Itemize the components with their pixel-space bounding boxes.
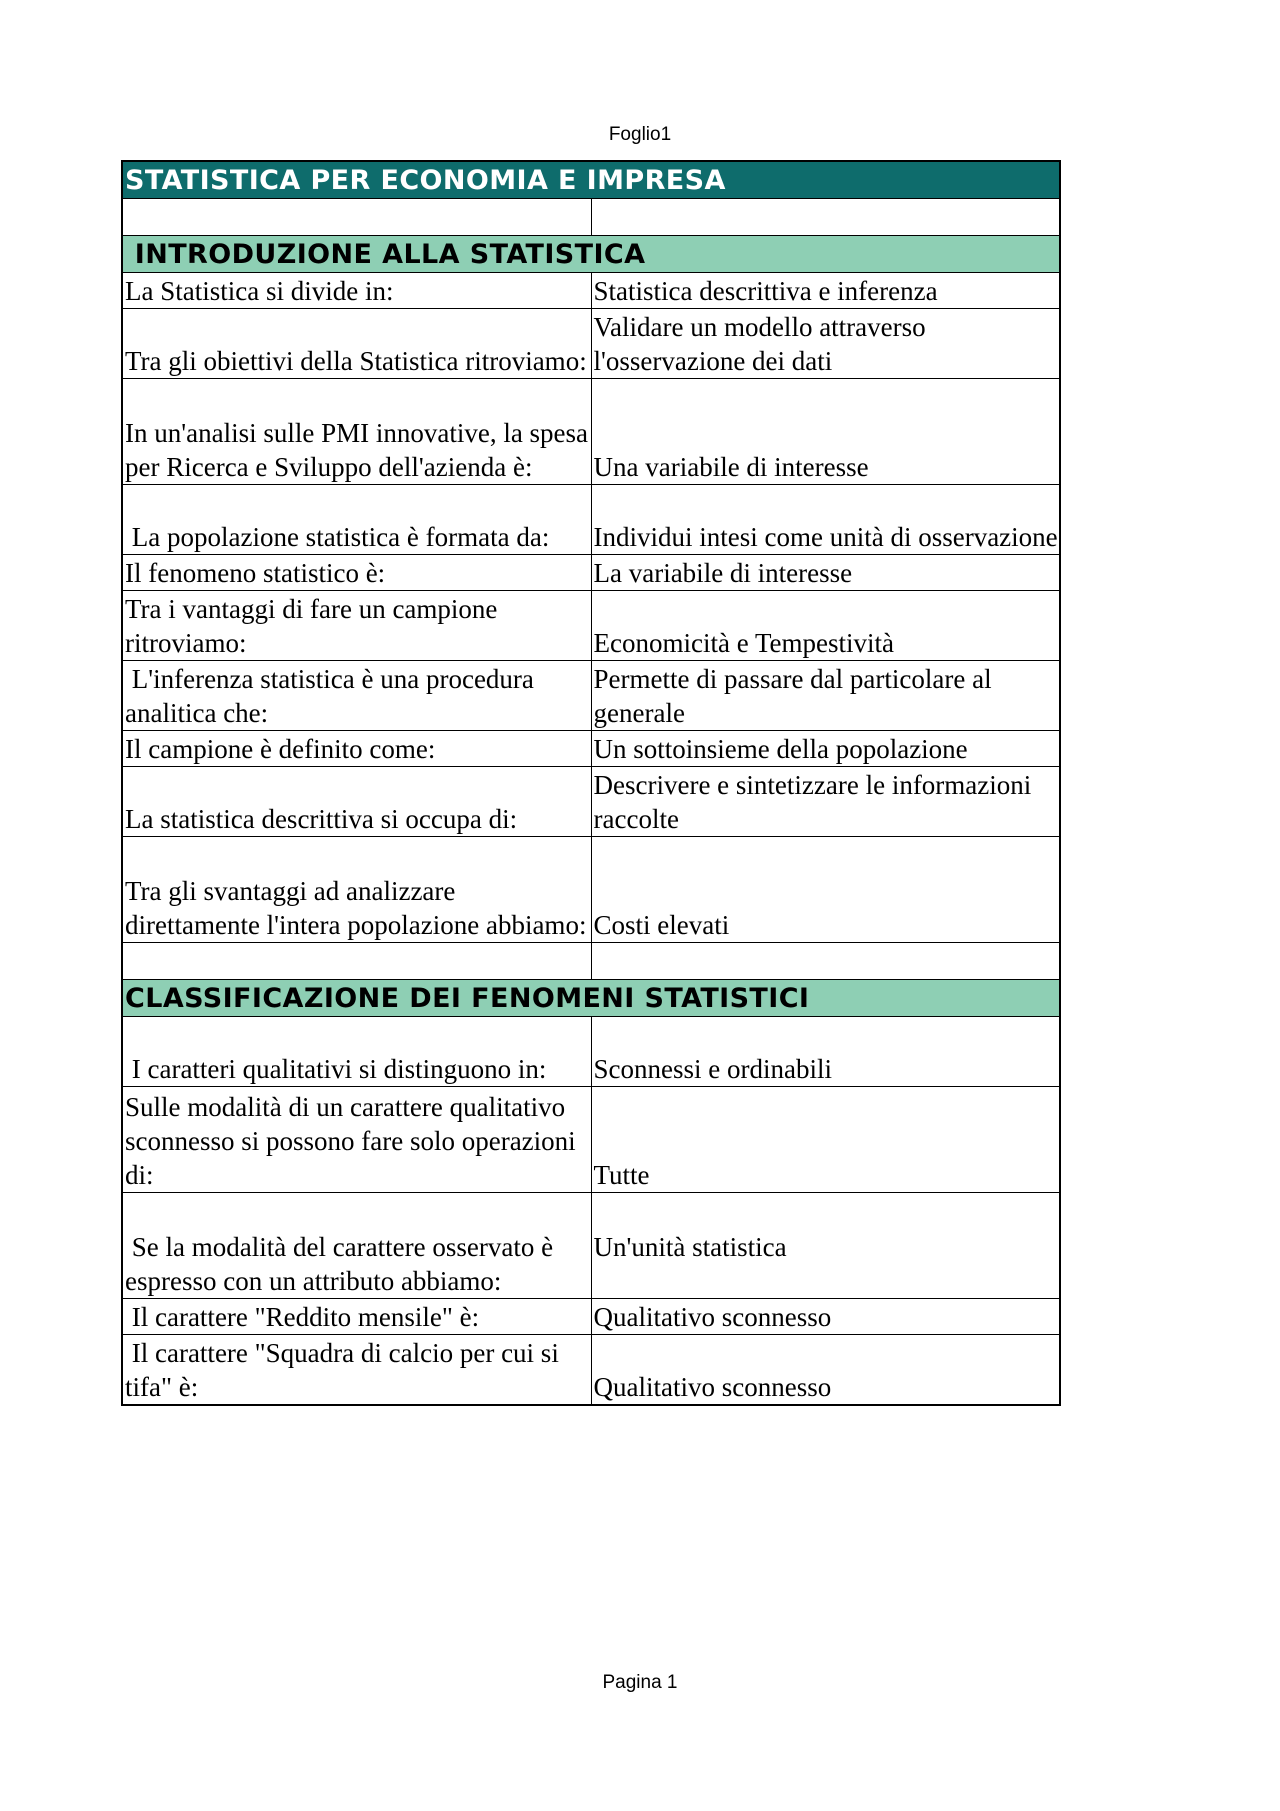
answer-cell: Qualitativo sconnesso [591,1299,1060,1335]
question-cell: Tra i vantaggi di fare un campione ritroviamo: [122,591,591,661]
question-cell: La Statistica si divide in: [122,273,591,309]
table-row [122,591,1060,661]
answer-cell: Statistica descrittiva e inferenza [591,273,1060,309]
table-row [122,767,1060,837]
section-heading-classificazione: CLASSIFICAZIONE DEI FENOMENI STATISTICI [122,980,1060,1017]
question-cell: Il carattere "Reddito mensile" è: [122,1299,591,1335]
question-cell: In un'analisi sulle PMI innovative, la spesa per Ricerca e Sviluppo dell'azienda è: [122,379,591,485]
empty-cell [591,199,1060,236]
table-row [122,309,1060,379]
empty-cell [122,943,591,980]
empty-cell [591,943,1060,980]
blank-row [122,199,1060,236]
table-row [122,1017,1060,1087]
section-heading-introduzione: INTRODUZIONE ALLA STATISTICA [122,236,1060,273]
answer-cell: Permette di passare dal particolare al generale [591,661,1060,731]
answer-cell: Un sottoinsieme della popolazione [591,731,1060,767]
answer-cell: Descrivere e sintetizzare le informazioni raccolte [591,767,1060,837]
page-number: Pagina 1 [602,1672,678,1693]
answer-cell: Qualitativo sconnesso [591,1335,1060,1405]
table-row [122,661,1060,731]
question-cell: Sulle modalità di un carattere qualitativo sconnesso si possono fare solo operazioni di: [122,1087,591,1193]
answer-cell: Una variabile di interesse [591,379,1060,485]
document-title: STATISTICA PER ECONOMIA E IMPRESA [122,161,1060,199]
title-row [122,161,1060,199]
answer-cell: Validare un modello attraverso l'osservazione dei dati [591,309,1060,379]
table-row [122,1193,1060,1299]
question-cell: Se la modalità del carattere osservato è espresso con un attributo abbiamo: [122,1193,591,1299]
spreadsheet-table [121,160,1061,1406]
answer-cell: La variabile di interesse [591,555,1060,591]
question-cell: L'inferenza statistica è una procedura analitica che: [122,661,591,731]
answer-cell: Economicità e Tempestività [591,591,1060,661]
table-row [122,485,1060,555]
sheet-name: Foglio1 [608,124,672,145]
blank-row [122,943,1060,980]
table-row [122,1335,1060,1405]
question-cell: Tra gli svantaggi ad analizzare direttamente l'intera popolazione abbiamo: [122,837,591,943]
question-cell: La statistica descrittiva si occupa di: [122,767,591,837]
answer-cell: Tutte [591,1087,1060,1193]
question-cell: La popolazione statistica è formata da: [122,485,591,555]
answer-cell: Individui intesi come unità di osservazione [591,485,1060,555]
answer-cell: Sconnessi e ordinabili [591,1017,1060,1087]
table-row [122,379,1060,485]
question-cell: Il carattere "Squadra di calcio per cui si tifa" è: [122,1335,591,1405]
answer-cell: Costi elevati [591,837,1060,943]
question-cell: Il fenomeno statistico è: [122,555,591,591]
section-heading-row [122,236,1060,273]
table-row [122,1299,1060,1335]
question-cell: Il campione è definito come: [122,731,591,767]
table-row [122,1087,1060,1193]
table-row [122,273,1060,309]
section-heading-row [122,980,1060,1017]
table-row [122,555,1060,591]
question-cell: I caratteri qualitativi si distinguono in: [122,1017,591,1087]
table-row [122,731,1060,767]
answer-cell: Un'unità statistica [591,1193,1060,1299]
table-row [122,837,1060,943]
question-cell: Tra gli obiettivi della Statistica ritroviamo: [122,309,591,379]
empty-cell [122,199,591,236]
